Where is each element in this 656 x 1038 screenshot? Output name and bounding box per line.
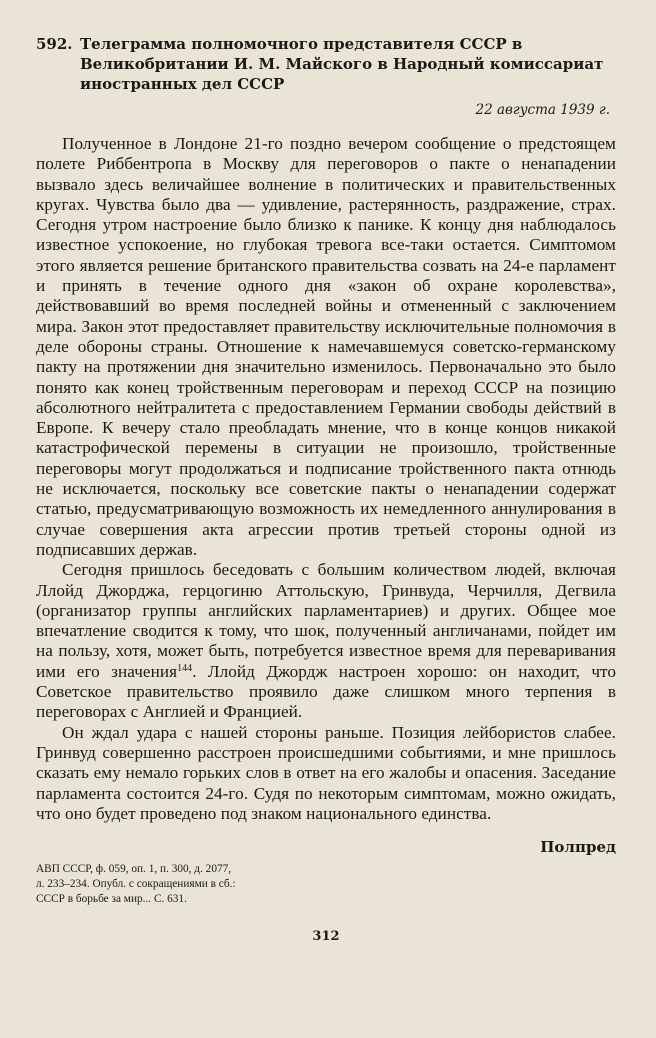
document-number: 592. bbox=[36, 35, 73, 53]
signature: Полпред bbox=[540, 838, 616, 857]
document-title: Телеграмма полномочного представителя СССР в Великобритании И. М. Майского в Народный комиссариат иностранных дел СССР bbox=[80, 35, 604, 93]
archive-line-2: л. 233–234. Опубл. с сокращениями в сб.: bbox=[36, 878, 236, 891]
paragraph-3: Он ждал удара с нашей стороны раньше. Позиция лейбористов слабее. Гринвуд совершенно расстроен происшедшими событиями, и мне пришлось сказать ему немало горьких слов в ответ на его жалобы и опасения. Заседание парламента состоится 24-го. Судя по некоторым симптомам, можно ожидать, что оно будет проведено под знаком национального единства. bbox=[36, 722, 616, 823]
paragraph-2-text-before: Сегодня пришлось беседовать с большим количеством людей, включая Ллойд Джорджа, герцогиню Аттольскую, Гринвуда, Черчилля, Дегвила (организатор группы английских парламентариев) и других. Общее мое впечатление сводится к тому, что шок, полученный англичанами, пойдет им на пользу, хотя, может быть, потребуется известное время для переваривания ими его значения bbox=[36, 560, 616, 681]
page-number: 312 bbox=[312, 929, 340, 944]
archive-reference bbox=[36, 862, 366, 907]
page-content bbox=[36, 34, 616, 1024]
document-date: 22 августа 1939 г. bbox=[475, 102, 610, 118]
paragraph-2 bbox=[36, 560, 616, 722]
archive-line-1: АВП СССР, ф. 059, оп. 1, п. 300, д. 2077, bbox=[36, 863, 232, 876]
footnote-marker: 144 bbox=[177, 662, 193, 674]
telegram-body bbox=[36, 134, 616, 824]
document-heading bbox=[36, 34, 616, 94]
archive-line-3: СССР в борьбе за мир... С. 631. bbox=[36, 893, 187, 906]
paragraph-2-text-after: . Ллойд Джордж настроен хорошо: он находит, что Советское правительство проявило даже слишком много терпения в переговорах с Англией и Францией. bbox=[36, 661, 616, 722]
paragraph-1: Полученное в Лондоне 21-го поздно вечером сообщение о предстоящем полете Риббентропа в Москву для переговоров о пакте о ненападении вызвало здесь величайшее волнение в политических и правительственных кругах. Чувства было два — удивление, растерянность, раздражение, страх. Сегодня утром настроение было близко к панике. К концу дня наблюдалось известное успокоение, но глубокая тревога все-таки остается. Симптомом этого является решение британского правительства созвать на 24-е парламент и принять в течение одного дня «закон об охране королевства», действовавший во время последней войны и отмененный с заключением мира. Закон этот предоставляет правительству исключительные полномочия в деле обороны страны. Отношение к намечавшемуся советско-германскому пакту на протяжении дня значительно изменилось. Первоначально это было понято как конец тройственным переговорам и переход СССР на позицию абсолютного нейтралитета с предоставлением Германии свободы действий в Европе. К вечеру стало преобладать мнение, что в конце концов никакой катастрофической перемены в ситуации не произошло, тройственные переговоры могут продолжаться и подписание тройственного пакта отнюдь не исключается, поскольку все советские пакты о ненападении содержат статью, предусматривающую возможность их немедленного аннулирования в случае совершения акта агрессии против третьей стороны одной из подписавших держав. bbox=[36, 134, 616, 559]
